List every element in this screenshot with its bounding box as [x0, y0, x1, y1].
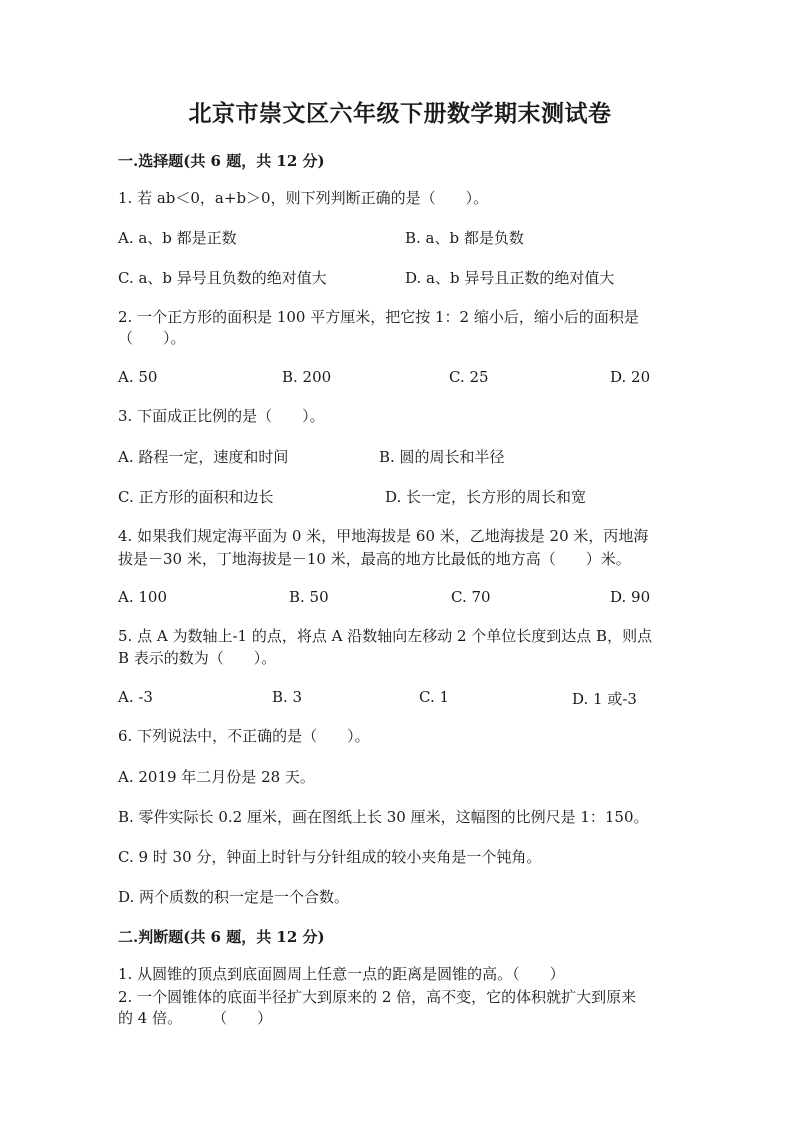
q1-option-b: B. a、b 都是负数 [405, 229, 524, 247]
question-6-text: 6. 下列说法中，不正确的是（ ）。 [118, 727, 370, 745]
q4-option-a: A. 100 [118, 588, 167, 606]
q5-option-a: A. -3 [118, 688, 153, 706]
section-heading-judge: 二.判断题(共 6 题，共 12 分) [118, 928, 325, 946]
question-4-text-line2: 拔是－30 米，丁地海拔是－10 米，最高的地方比最低的地方高（ ）米。 [118, 550, 631, 568]
question-5-text-line2: B 表示的数为（ ）。 [118, 649, 277, 667]
question-3-text: 3. 下面成正比例的是（ ）。 [118, 407, 325, 425]
judge-question-2-text-line2: 的 4 倍。 （ ） [118, 1009, 273, 1027]
exam-title: 北京市崇文区六年级下册数学期末测试卷 [188, 100, 612, 127]
q6-option-b: B. 零件实际长 0.2 厘米，画在图纸上长 30 厘米，这幅图的比例尺是 1：150。 [118, 808, 649, 826]
q5-option-c: C. 1 [419, 688, 450, 706]
question-5-text-line1: 5. 点 A 为数轴上-1 的点，将点 A 沿数轴向左移动 2 个单位长度到达点 B，则点 [118, 627, 653, 645]
question-2-text-line2: （ ）。 [118, 329, 186, 347]
section-heading-choice: 一.选择题(共 6 题，共 12 分) [118, 152, 325, 170]
q1-option-c: C. a、b 异号且负数的绝对值大 [118, 269, 327, 287]
q6-option-c: C. 9 时 30 分，钟面上时针与分针组成的较小夹角是一个钝角。 [118, 848, 542, 866]
q2-option-a: A. 50 [118, 368, 158, 386]
q2-option-d: D. 20 [610, 368, 651, 386]
judge-question-2-text-line1: 2. 一个圆锥体的底面半径扩大到原来的 2 倍，高不变，它的体积就扩大到原来 [118, 988, 637, 1006]
q1-option-d: D. a、b 异号且正数的绝对值大 [405, 269, 615, 287]
judge-question-1-text: 1. 从圆锥的顶点到底面圆周上任意一点的距离是圆锥的高。（ ） [118, 965, 565, 983]
q2-option-b: B. 200 [282, 368, 332, 386]
q6-option-d: D. 两个质数的积一定是一个合数。 [118, 888, 350, 906]
q3-option-b: B. 圆的周长和半径 [379, 448, 505, 466]
q2-option-c: C. 25 [449, 368, 489, 386]
question-2-text-line1: 2. 一个正方形的面积是 100 平方厘米，把它按 1：2 缩小后，缩小后的面积是 [118, 308, 639, 326]
question-4-text-line1: 4. 如果我们规定海平面为 0 米，甲地海拔是 60 米，乙地海拔是 20 米，丙地海 [118, 527, 649, 545]
q6-option-a: A. 2019 年二月份是 28 天。 [118, 768, 315, 786]
q4-option-d: D. 90 [610, 588, 651, 606]
q3-option-a: A. 路程一定，速度和时间 [118, 448, 289, 466]
q3-option-c: C. 正方形的面积和边长 [118, 488, 274, 506]
q1-option-a: A. a、b 都是正数 [118, 229, 237, 247]
q5-option-b: B. 3 [272, 688, 303, 706]
q5-option-d: D. 1 或-3 [572, 690, 637, 708]
q4-option-c: C. 70 [451, 588, 491, 606]
q3-option-d: D. 长一定，长方形的周长和宽 [385, 488, 587, 506]
question-1-text: 1. 若 ab＜0，a+b＞0，则下列判断正确的是（ ）。 [118, 189, 489, 207]
q4-option-b: B. 50 [289, 588, 329, 606]
